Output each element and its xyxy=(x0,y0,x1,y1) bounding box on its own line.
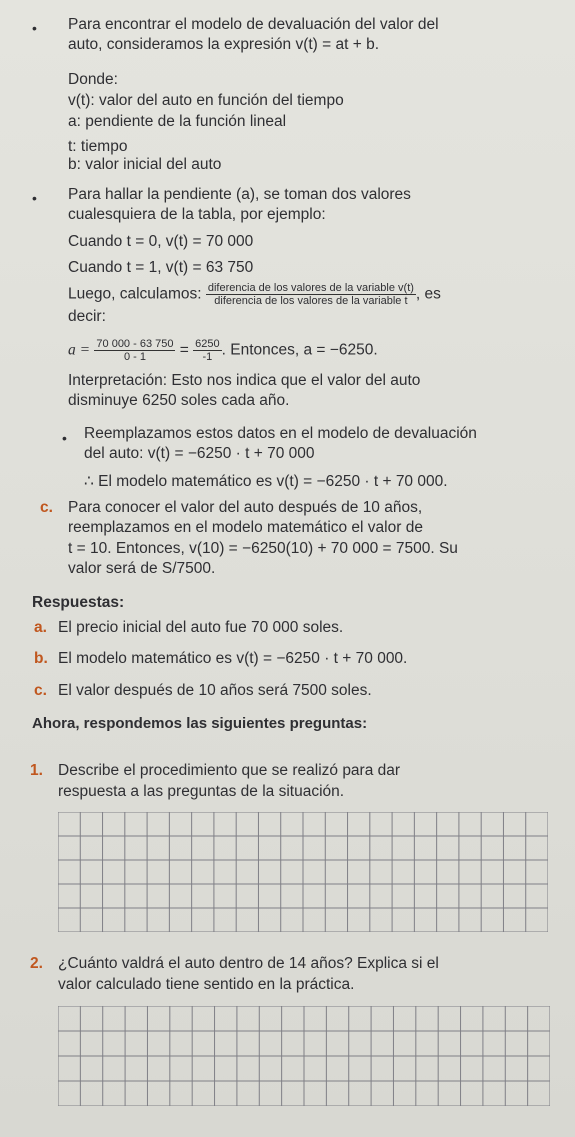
answer-b-text: El modelo matemático es v(t) = −6250 · t + 70 000. xyxy=(58,650,408,667)
definition-a: a: pendiente de la función lineal xyxy=(68,113,287,130)
fraction-denominator: diferencia de los valores de la variable t xyxy=(214,295,408,307)
luego-line xyxy=(68,282,441,307)
answer-a-label: a. xyxy=(34,619,47,636)
question-1-line2: respuesta a las preguntas de la situación. xyxy=(58,783,345,800)
question-1-number: 1. xyxy=(30,762,43,779)
a-equals: a = xyxy=(68,341,91,359)
donde-label: Donde: xyxy=(68,71,118,88)
question-2-line2: valor calculado tiene sentido en la práctica. xyxy=(58,976,355,993)
equals-sign: = xyxy=(179,341,189,359)
decir-label: decir: xyxy=(68,308,106,325)
bullet: • xyxy=(32,190,37,206)
cuando-t1: Cuando t = 1, v(t) = 63 750 xyxy=(68,259,254,276)
bullet: • xyxy=(32,20,37,36)
item-c-line2: reemplazamos en el modelo matemático el valor de xyxy=(68,519,423,536)
answer-grid-2[interactable] xyxy=(58,1006,550,1106)
fraction-denominator: 0 - 1 xyxy=(123,351,146,363)
bullet: • xyxy=(62,430,67,446)
bullet2-line2: cualesquiera de la tabla, por ejemplo: xyxy=(68,206,326,223)
answer-grid-1[interactable] xyxy=(58,812,548,932)
question-2-number: 2. xyxy=(30,955,43,972)
definition-t: t: tiempo xyxy=(68,138,128,155)
bullet2-line1: Para hallar la pendiente (a), se toman dos valores xyxy=(68,186,411,203)
fraction-numerator: 6250 xyxy=(195,338,220,350)
bullet3-line1: Reemplazamos estos datos en el modelo de devaluación xyxy=(84,425,477,442)
question-2-line1: ¿Cuánto valdrá el auto dentro de 14 años? Explica si el xyxy=(58,955,439,972)
question-1-line1: Describe el procedimiento que se realizó para dar xyxy=(58,762,401,779)
interpretation-line2: disminuye 6250 soles cada año. xyxy=(68,392,290,409)
bullet1-line2: auto, consideramos la expresión v(t) = at + b. xyxy=(68,36,380,53)
respuestas-title: Respuestas: xyxy=(32,594,125,611)
bullet3-line2: del auto: v(t) = −6250 · t + 70 000 xyxy=(84,445,315,462)
calc-fraction-2 xyxy=(193,338,221,363)
slope-definition-fraction xyxy=(206,282,416,307)
definition-b: b: valor inicial del auto xyxy=(68,156,222,173)
item-c-label: c. xyxy=(40,499,53,516)
answer-a-text: El precio inicial del auto fue 70 000 soles. xyxy=(58,619,344,636)
cuando-t0: Cuando t = 0, v(t) = 70 000 xyxy=(68,233,254,250)
ahora-heading: Ahora, respondemos las siguientes preguntas: xyxy=(32,715,368,732)
fraction-numerator: 70 000 - 63 750 xyxy=(96,338,174,350)
item-c-line3: t = 10. Entonces, v(10) = −6250(10) + 70 000 = 7500. Su xyxy=(68,540,458,557)
interpretation-line1: Interpretación: Esto nos indica que el valor del auto xyxy=(68,372,421,389)
luego-suffix: , es xyxy=(415,285,441,303)
calc-result: . Entonces, a = −6250. xyxy=(221,341,378,359)
bullet1-line1: Para encontrar el modelo de devaluación del valor del xyxy=(68,16,439,33)
therefore-model: ∴ El modelo matemático es v(t) = −6250 · t + 70 000. xyxy=(84,473,448,490)
definition-v: v(t): valor del auto en función del tiempo xyxy=(68,92,344,109)
fraction-numerator: diferencia de los valores de la variable v(t) xyxy=(207,282,414,294)
item-c-line1: Para conocer el valor del auto después de 10 años, xyxy=(68,499,423,516)
luego-prefix: Luego, calculamos: xyxy=(68,285,202,303)
answer-c-text: El valor después de 10 años será 7500 soles. xyxy=(58,682,372,699)
answer-b-label: b. xyxy=(34,650,48,667)
slope-calculation xyxy=(68,338,378,363)
calc-fraction-1 xyxy=(94,338,175,363)
fraction-denominator: -1 xyxy=(202,351,213,363)
answer-c-label: c. xyxy=(34,682,47,699)
item-c-line4: valor será de S/7500. xyxy=(68,560,216,577)
